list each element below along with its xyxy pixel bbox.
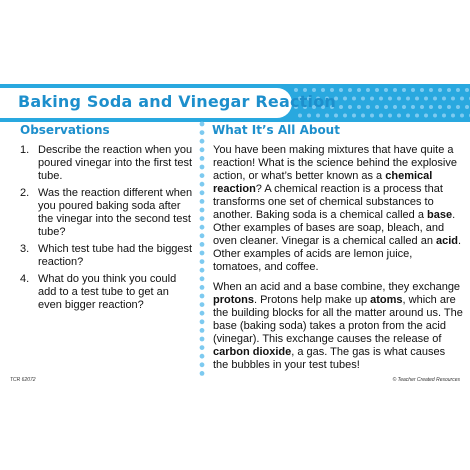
text-run: , which are the building blocks for all the matter around us. The base (baking soda) takes a proton from the acid (vinegar). This exchange causes the release of — [213, 294, 463, 345]
pattern-dot — [402, 88, 406, 92]
item-text: Which test tube had the biggest reaction? — [38, 243, 193, 268]
divider-dot — [200, 233, 205, 238]
about-heading: What It’s All About — [212, 123, 340, 137]
pattern-dot — [366, 88, 370, 92]
pattern-dot — [307, 114, 311, 118]
divider-dot — [200, 362, 205, 367]
divider-dot — [200, 319, 205, 324]
pattern-dot — [388, 114, 392, 118]
pattern-dot — [456, 105, 460, 109]
pattern-dot — [397, 114, 401, 118]
pattern-dot — [384, 88, 388, 92]
divider-dot — [200, 122, 205, 127]
term-carbon-dioxide: carbon dioxide — [213, 346, 292, 358]
pattern-dot — [298, 114, 302, 118]
item-number: 4. — [20, 273, 30, 285]
pattern-dot — [375, 88, 379, 92]
divider-dot — [200, 328, 205, 333]
text-run: , a gas. The gas is what causes the bubbles in your test tubes! — [213, 346, 446, 371]
observation-item — [20, 273, 195, 312]
pattern-dot — [370, 97, 374, 101]
pattern-dot — [447, 88, 451, 92]
pattern-dot — [357, 105, 361, 109]
pattern-dot — [429, 105, 433, 109]
term-acid: acid — [436, 235, 459, 247]
pattern-dot — [456, 88, 460, 92]
divider-dot — [200, 294, 205, 299]
pattern-dot — [447, 105, 451, 109]
pattern-dot — [343, 114, 347, 118]
pattern-dot — [411, 88, 415, 92]
about-body — [213, 144, 463, 379]
pattern-dot — [339, 88, 343, 92]
item-text: Describe the reaction when you poured vinegar into the first test tube. — [38, 144, 193, 182]
pattern-dot — [316, 114, 320, 118]
about-paragraph-2 — [213, 281, 463, 372]
text-run: You have been making mixtures that have quite a reaction! What is the science behind the explosive action, or what’s better known as a — [213, 144, 457, 182]
divider-dot — [200, 156, 205, 161]
pattern-dot — [384, 105, 388, 109]
item-text: What do you think you could add to a test tube to get an even bigger reaction? — [38, 273, 177, 311]
copyright-notice: © Teacher Created Resources — [392, 377, 460, 383]
divider-dot — [200, 199, 205, 204]
divider-dot — [200, 371, 205, 376]
pattern-dot — [415, 97, 419, 101]
pattern-dot — [357, 88, 361, 92]
pattern-dot — [411, 105, 415, 109]
pattern-dot — [460, 114, 464, 118]
divider-dot — [200, 208, 205, 213]
observations-list — [20, 144, 195, 316]
pattern-dot — [393, 88, 397, 92]
observations-heading: Observations — [20, 123, 110, 137]
divider-dot — [200, 130, 205, 135]
divider-dot — [200, 276, 205, 281]
pattern-dot — [429, 88, 433, 92]
pattern-dot — [370, 114, 374, 118]
pattern-dot — [352, 114, 356, 118]
pattern-dot — [442, 114, 446, 118]
pattern-dot — [424, 114, 428, 118]
pattern-dot — [361, 97, 365, 101]
pattern-dot — [415, 114, 419, 118]
divider-dot — [200, 165, 205, 170]
divider-dot — [200, 345, 205, 350]
pattern-dot — [420, 88, 424, 92]
product-code: TCR 62072 — [10, 377, 36, 383]
pattern-dot — [406, 114, 410, 118]
pattern-dot — [325, 114, 329, 118]
pattern-dot — [379, 114, 383, 118]
item-number: 2. — [20, 187, 30, 199]
text-run: . Other examples of acids are lemon juice, tomatoes, and coffee. — [213, 235, 462, 273]
text-run: When an acid and a base combine, they exchange — [213, 281, 461, 293]
pattern-dot — [465, 88, 469, 92]
pattern-dot — [348, 105, 352, 109]
divider-dot — [200, 285, 205, 290]
pattern-dot — [442, 97, 446, 101]
divider-dot — [200, 190, 205, 195]
pattern-dot — [438, 88, 442, 92]
pattern-dot — [343, 97, 347, 101]
divider-dot — [200, 225, 205, 230]
dotted-divider — [198, 120, 206, 380]
pattern-dot — [388, 97, 392, 101]
pattern-dot — [334, 114, 338, 118]
divider-dot — [200, 242, 205, 247]
pattern-dot — [379, 97, 383, 101]
divider-dot — [200, 173, 205, 178]
item-number: 3. — [20, 243, 30, 255]
text-run: . Other examples of bases are soap, bleach, and oven cleaner. Vinegar is a chemical called an — [213, 209, 456, 247]
pattern-dot — [433, 97, 437, 101]
pattern-dot — [406, 97, 410, 101]
observation-item — [20, 187, 195, 239]
term-protons: protons — [213, 294, 254, 306]
divider-dot — [200, 147, 205, 152]
text-run: . Protons help make up — [253, 294, 371, 306]
divider-dot — [200, 337, 205, 342]
pattern-dot — [451, 97, 455, 101]
pattern-dot — [402, 105, 406, 109]
pattern-dot — [433, 114, 437, 118]
pattern-dot — [460, 97, 464, 101]
item-text: Was the reaction different when you poured baking soda after the vinegar into the second test tube? — [38, 187, 193, 238]
divider-dot — [200, 139, 205, 144]
term-atoms: atoms — [370, 294, 403, 306]
pattern-dot — [348, 88, 352, 92]
pattern-dot — [352, 97, 356, 101]
item-number: 1. — [20, 144, 30, 156]
card-title: Baking Soda and Vinegar Reaction — [18, 92, 336, 111]
pattern-dot — [424, 97, 428, 101]
divider-dot — [200, 302, 205, 307]
divider-dot — [200, 251, 205, 256]
divider-dot — [200, 268, 205, 273]
divider-dot — [200, 182, 205, 187]
text-run: ? A chemical reaction is a process that transforms one set of chemical substances to another. Baking soda is a chemical called a — [213, 183, 443, 221]
pattern-dot — [438, 105, 442, 109]
pattern-dot — [397, 97, 401, 101]
divider-dot — [200, 259, 205, 264]
observation-item — [20, 243, 195, 269]
pattern-dot — [420, 105, 424, 109]
pattern-dot — [451, 114, 455, 118]
pattern-dot — [375, 105, 379, 109]
term-chemical-reaction: chemical reaction — [213, 170, 433, 195]
about-paragraph-1 — [213, 144, 463, 274]
pattern-dot — [339, 105, 343, 109]
divider-dot — [200, 354, 205, 359]
observation-item — [20, 144, 195, 183]
divider-dot — [200, 311, 205, 316]
pattern-dot — [366, 105, 370, 109]
pattern-dot — [393, 105, 397, 109]
pattern-dot — [465, 105, 469, 109]
term-base: base — [427, 209, 453, 221]
divider-dot — [200, 216, 205, 221]
pattern-dot — [361, 114, 365, 118]
